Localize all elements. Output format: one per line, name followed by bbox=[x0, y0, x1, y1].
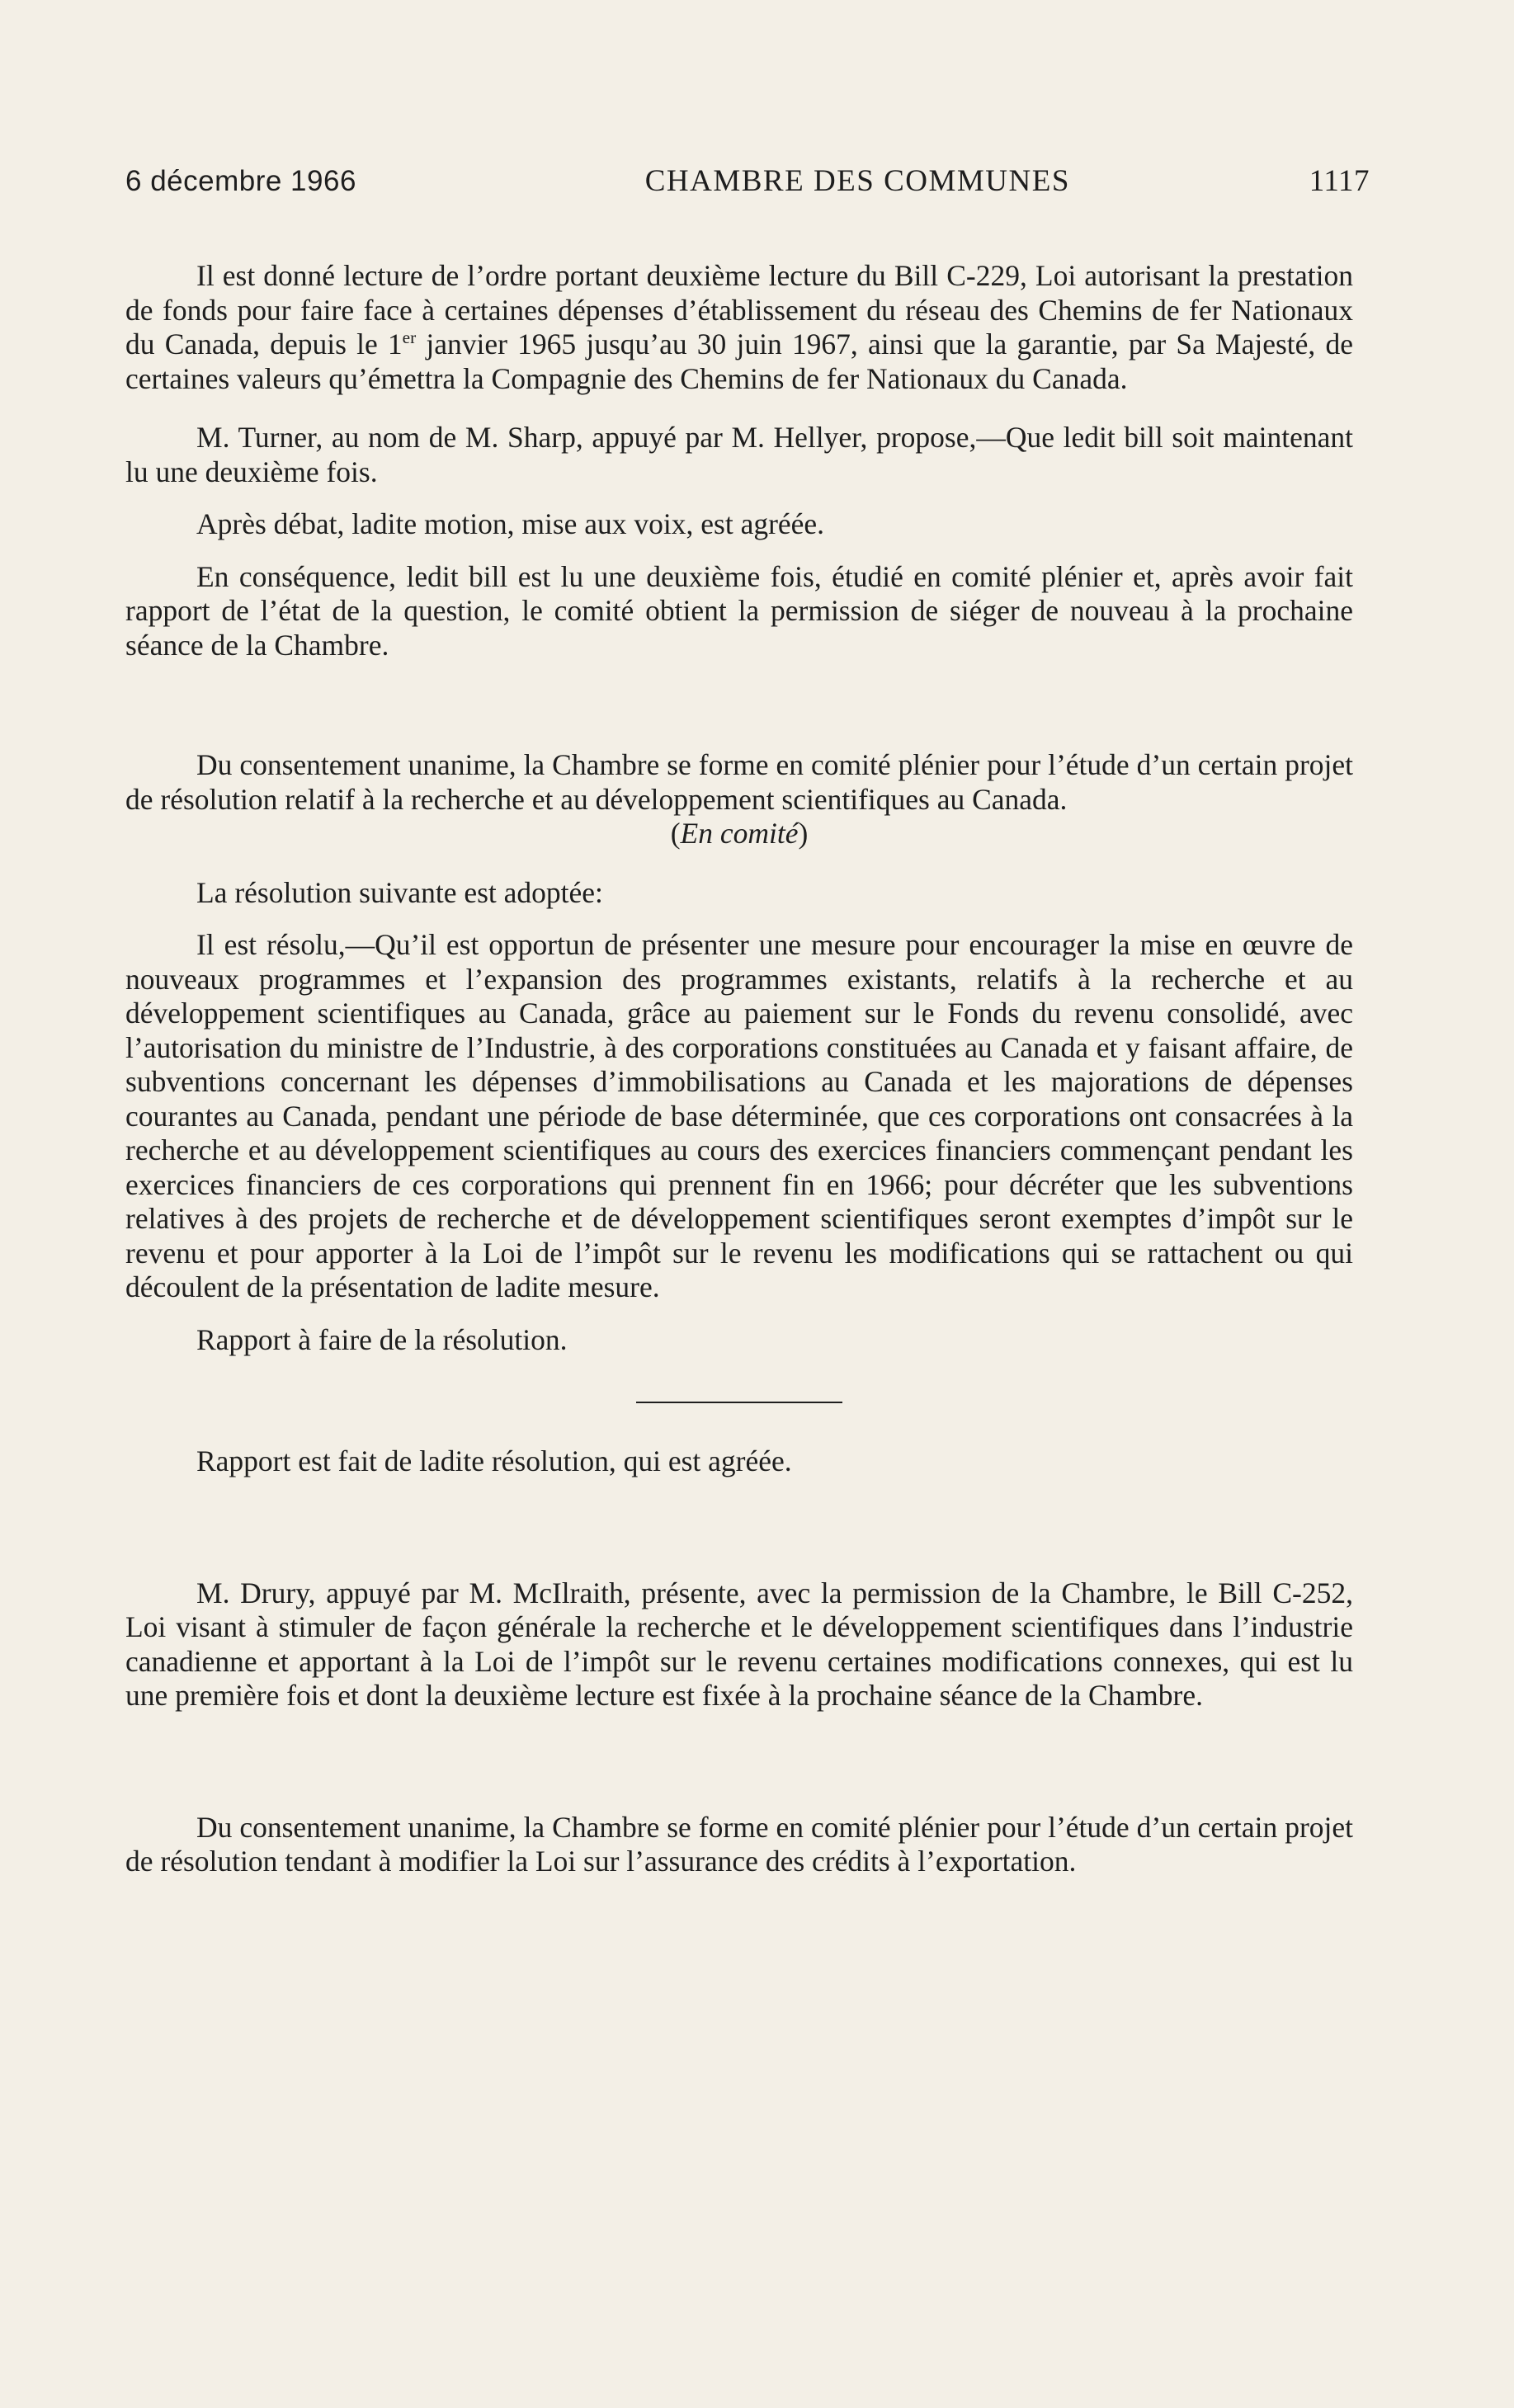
paragraph-text: janvier 1965 jusqu’au 30 juin 1967, ainsi que la garantie, par Sa Majesté, de certaines valeurs qu’émettra la Compagnie des Chemins de fer Nationaux du Canada. bbox=[125, 328, 1353, 395]
paragraph-text: Il est donné lecture de l’ordre portant deuxième lecture du Bill C-229, Loi autorisant la prestation de fonds pour faire face à certaines dépenses d’établissement du réseau des Chemins de fer Nationaux du Canada, depuis le 1 bbox=[125, 259, 1353, 360]
header-date: 6 décembre 1966 bbox=[125, 165, 356, 197]
paragraph-resolution-adopted: La résolution suivante est adoptée: bbox=[196, 875, 603, 909]
paragraph-report-made: Rapport est fait de ladite résolution, qui est agréée. bbox=[196, 1444, 792, 1477]
paragraph-bill-c229-reading bbox=[125, 259, 1353, 396]
committee-label: En comité bbox=[680, 817, 799, 850]
paragraph-bill-c252: M. Drury, appuyé par M. McIlraith, présente, avec la permission de la Chambre, le Bill C-252, Loi visant à stimuler de façon générale la recherche et le développement scientifiques dans l’industrie canadienne et apportant à la Loi de l’impôt sur le revenu certaines modifications connexes, qui est lu une première fois et dont la deuxième lecture est fixée à la prochaine séance de la Chambre. bbox=[125, 1576, 1353, 1712]
section-divider bbox=[636, 1402, 842, 1403]
header-title: CHAMBRE DES COMMUNES bbox=[644, 164, 1070, 198]
paragraph-export-credit-committee: Du consentement unanime, la Chambre se forme en comité plénier pour l’étude d’un certain projet de résolution tendant à modifier la Loi sur l’assurance des crédits à l’exportation. bbox=[125, 1810, 1353, 1878]
page-header bbox=[125, 163, 1370, 199]
paragraph-report-to-make: Rapport à faire de la résolution. bbox=[196, 1322, 568, 1356]
paragraph-motion-agreed: Après débat, ladite motion, mise aux voix, est agréée. bbox=[196, 507, 825, 540]
paragraph-second-reading: En conséquence, ledit bill est lu une deuxième fois, étudié en comité plénier et, après avoir fait rapport de l’état de la question, le comité obtient la permission de siéger de nouveau à la prochaine séance de la Chambre. bbox=[125, 559, 1353, 662]
ordinal-superscript: er bbox=[402, 328, 417, 348]
paragraph-motion-turner: M. Turner, au nom de M. Sharp, appuyé par M. Hellyer, propose,—Que ledit bill soit maintenant lu une deuxième fois. bbox=[125, 421, 1353, 488]
page-body bbox=[125, 259, 1353, 1879]
page-number: 1117 bbox=[1309, 164, 1370, 198]
paragraph-committee-formed: Du consentement unanime, la Chambre se forme en comité plénier pour l’étude d’un certain projet de résolution relatif à la recherche et au développement scientifiques au Canada. bbox=[125, 748, 1353, 816]
paragraph-resolution-text: Il est résolu,—Qu’il est opportun de présenter une mesure pour encourager la mise en œuvre de nouveaux programmes et l’expansion des programmes existants, relatifs à la recherche et au développement scientifiques au Canada, grâce au paiement sur le Fonds du revenu consolidé, avec l’autorisation du ministre de l’Industrie, à des corporations constituées au Canada et y faisant affaire, de subventions concernant les dépenses d’immobilisations au Canada et les majorations de dépenses courantes au Canada, pendant une période de base déterminée, que ces corporations ont consacrées à la recherche et au développement scientifiques au cours des exercices financiers commençant pendant les exercices financiers de ces corporations qui prennent fin en 1966; pour décréter que les subventions relatives à des projets de recherche et de développement scientifiques seront exemptes d’impôt sur le revenu et pour apporter à la Loi de l’impôt sur le revenu les modifications qui se rattachent ou qui découlent de la présentation de ladite mesure. bbox=[125, 928, 1353, 1303]
committee-heading: (En comité) bbox=[670, 817, 809, 850]
